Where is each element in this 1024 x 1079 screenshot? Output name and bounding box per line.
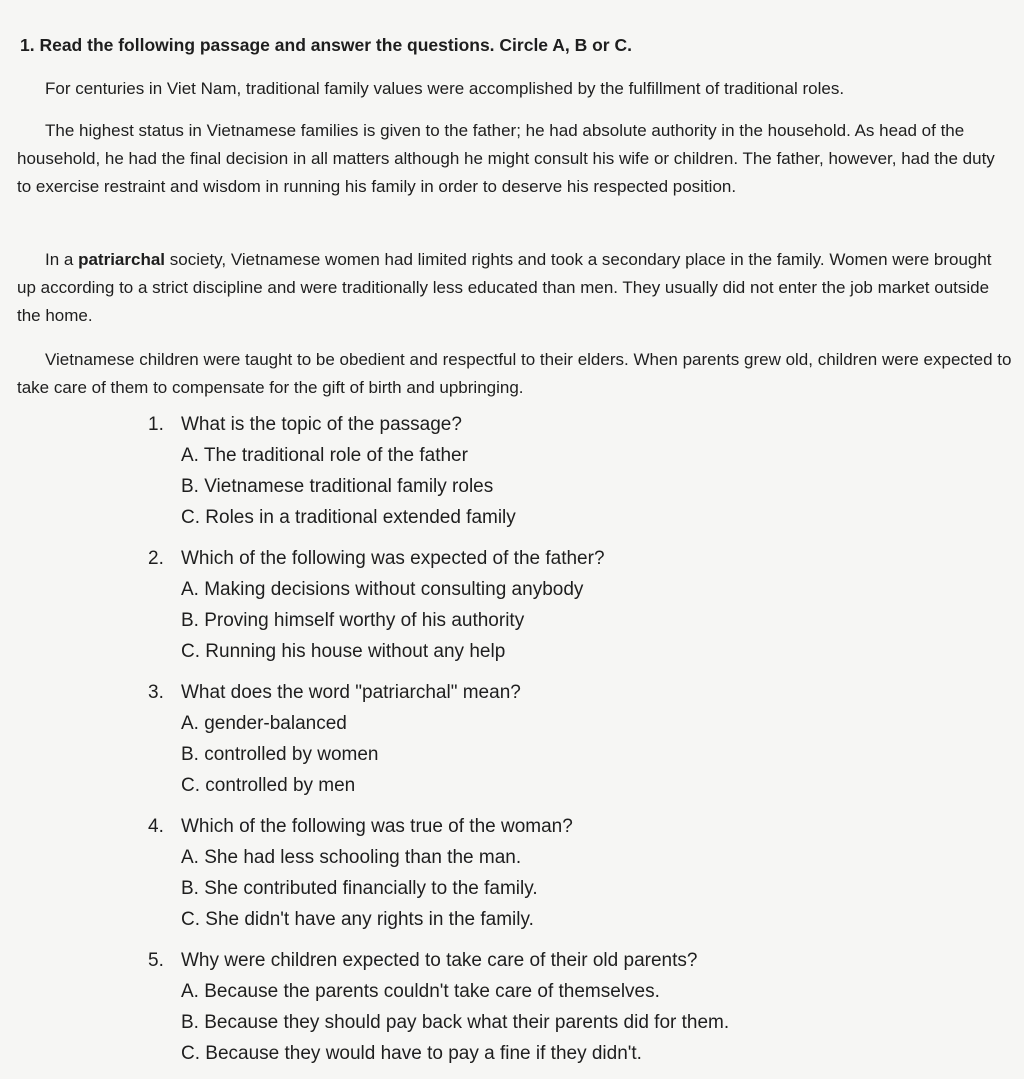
question-4 <box>148 811 1008 935</box>
answer-option-c[interactable]: C. Because they would have to pay a fine if they didn't. <box>181 1043 642 1064</box>
answer-option-a[interactable]: A. Making decisions without consulting anybody <box>181 579 584 600</box>
passage-text: In a <box>45 250 79 269</box>
question-text: Why were children expected to take care of their old parents? <box>181 950 698 971</box>
answer-option-b[interactable]: B. Proving himself worthy of his authority <box>181 610 525 631</box>
question-number: 4. <box>148 816 164 837</box>
answer-option-c[interactable]: C. controlled by men <box>181 775 356 796</box>
question-text: Which of the following was true of the woman? <box>181 816 573 837</box>
answer-option-b[interactable]: B. Vietnamese traditional family roles <box>181 476 494 497</box>
question-2 <box>148 543 1008 667</box>
answer-option-a[interactable]: A. The traditional role of the father <box>181 445 468 466</box>
answer-option-c[interactable]: C. She didn't have any rights in the family. <box>181 909 534 930</box>
answer-option-c[interactable]: C. Running his house without any help <box>181 641 506 662</box>
question-5 <box>148 945 1008 1069</box>
question-1 <box>148 409 1008 533</box>
question-list <box>148 409 1008 1079</box>
passage-paragraph-2: The highest status in Vietnamese families is given to the father; he had absolute authority in the household. As head of the household, he had the final decision in all matters although he might consult his wife or children. The father, however, had the duty to exercise restraint and wisdom in running his family in order to deserve his respected position. <box>17 121 995 196</box>
exercise-heading: 1. Read the following passage and answer the questions. Circle A, B or C. <box>20 35 632 55</box>
answer-option-c[interactable]: C. Roles in a traditional extended family <box>181 507 516 528</box>
question-text: Which of the following was expected of the father? <box>181 548 605 569</box>
question-3 <box>148 677 1008 801</box>
passage-paragraph-1: For centuries in Viet Nam, traditional family values were accomplished by the fulfillment of traditional roles. <box>45 79 845 98</box>
question-number: 2. <box>148 548 164 569</box>
question-number: 3. <box>148 682 164 703</box>
answer-option-a[interactable]: A. She had less schooling than the man. <box>181 847 522 868</box>
passage-text: society, Vietnamese women had limited rights and took a secondary place in the family. Women were brought up according to a strict discipline and were traditionally less educated than men. They usually did not enter the job market outside the home. <box>17 250 992 325</box>
answer-option-a[interactable]: A. Because the parents couldn't take care of themselves. <box>181 981 660 1002</box>
question-number: 1. <box>148 414 164 435</box>
passage-paragraph-3 <box>17 246 1012 330</box>
question-text: What does the word "patriarchal" mean? <box>181 682 521 703</box>
answer-option-a[interactable]: A. gender-balanced <box>181 713 347 734</box>
answer-option-b[interactable]: B. She contributed financially to the family. <box>181 878 538 899</box>
answer-option-b[interactable]: B. controlled by women <box>181 744 379 765</box>
keyword-patriarchal: patriarchal <box>78 250 166 269</box>
question-text: What is the topic of the passage? <box>181 414 462 435</box>
answer-option-b[interactable]: B. Because they should pay back what their parents did for them. <box>181 1012 730 1033</box>
passage-paragraph-4: Vietnamese children were taught to be obedient and respectful to their elders. When parents grew old, children were expected to take care of them to compensate for the gift of birth and upbringing. <box>17 350 1012 397</box>
question-number: 5. <box>148 950 164 971</box>
